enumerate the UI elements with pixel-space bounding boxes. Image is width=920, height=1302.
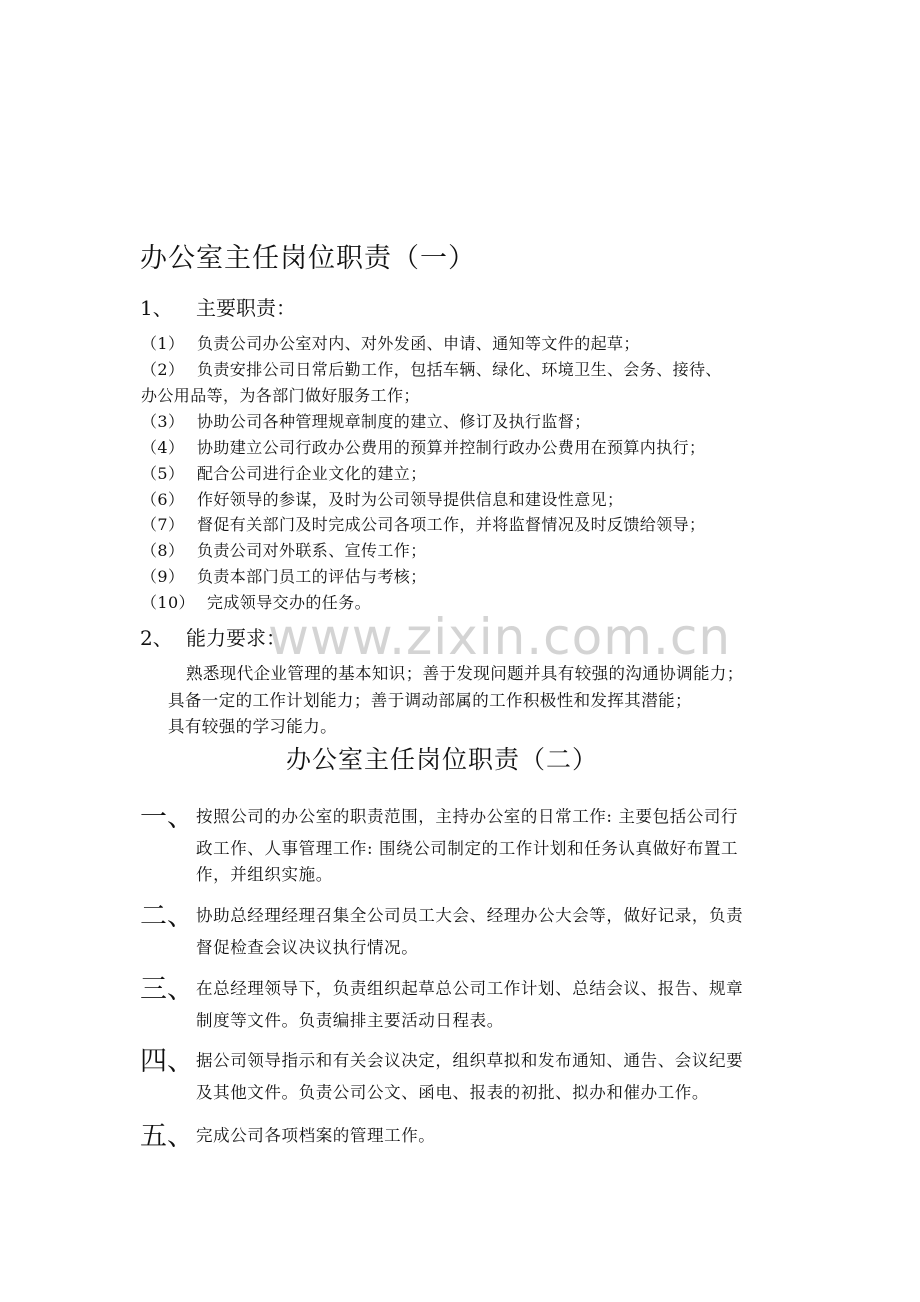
section-number: 1、: [140, 296, 173, 320]
item-number: （7）: [141, 515, 185, 534]
item-number: （9）: [141, 567, 185, 586]
section-label: 主要职责：: [196, 296, 296, 320]
item-text: 配合公司进行企业文化的建立；: [197, 464, 427, 483]
watermark: www.zixin.com.cn: [268, 608, 732, 666]
duty-text-line: 制度等文件。负责编排主要活动日程表。: [196, 1011, 504, 1030]
item-number: （2）: [141, 360, 185, 379]
list-item: [141, 357, 722, 380]
item-number: （8）: [141, 541, 185, 560]
list-item: [141, 409, 591, 432]
list-item: [141, 461, 427, 484]
duty-text-line: 据公司领导指示和有关会议决定，组织草拟和发布通知、通告、会议纪要: [196, 1051, 744, 1070]
duty-text-line: 政工作、人事管理工作: 围绕公司制定的工作计划和任务认真做好布置工: [196, 839, 739, 858]
duty-number: 一、: [140, 802, 194, 833]
ability-line: 熟悉现代企业管理的基本知识；善于发现问题并具有较强的沟通协调能力；: [186, 664, 744, 683]
item-number: （3）: [141, 412, 185, 431]
ability-line: 具备一定的工作计划能力；善于调动部属的工作积极性和发挥其潜能；: [168, 691, 692, 710]
ability-line: 具有较强的学习能力。: [168, 717, 337, 736]
list-item: [141, 564, 427, 587]
title-part-two: 办公室主任岗位职责（二）: [286, 745, 599, 774]
title-part-one: 办公室主任岗位职责（一）: [140, 243, 476, 274]
duty-text-line: 督促检查会议决议执行情况。: [196, 938, 419, 957]
duty-text-line: 按照公司的办公室的职责范围，主持办公室的日常工作: 主要包括公司行: [196, 807, 739, 826]
list-item: [141, 331, 640, 354]
section-number: 2、: [140, 626, 173, 650]
list-item: [141, 383, 420, 406]
item-text: 作好领导的参谋，及时为公司领导提供信息和建设性意见；: [197, 490, 624, 509]
item-number: （6）: [141, 490, 185, 509]
duty-number: 五、: [140, 1121, 194, 1152]
duty-number: 四、: [140, 1046, 194, 1077]
item-text: 负责安排公司日常后勤工作，包括车辆、绿化、环境卫生、会务、接待、: [197, 360, 722, 379]
item-text: 督促有关部门及时完成公司各项工作，并将监督情况及时反馈给领导；: [197, 515, 706, 534]
item-number: （5）: [141, 464, 185, 483]
duty-number: 二、: [140, 901, 194, 932]
item-text: 负责本部门员工的评估与考核；: [197, 567, 427, 586]
section-main-duties: [140, 292, 296, 321]
item-text: 协助建立公司行政办公费用的预算并控制行政办公费用在预算内执行；: [197, 438, 706, 457]
item-text: 协助公司各种管理规章制度的建立、修订及执行监督；: [197, 412, 591, 431]
section-ability: [140, 622, 286, 651]
item-text: 负责公司对外联系、宣传工作；: [197, 541, 427, 560]
list-item: [141, 538, 427, 561]
item-text: 办公用品等，为各部门做好服务工作；: [141, 386, 420, 405]
item-number: （1）: [141, 334, 185, 353]
list-item: [141, 512, 705, 535]
item-text: 完成领导交办的任务。: [207, 593, 372, 612]
duty-text-line: 及其他文件。负责公司公文、函电、报表的初批、拟办和催办工作。: [196, 1083, 709, 1102]
duty-text-line: 协助总经理经理召集全公司员工大会、经理办公大会等，做好记录，负责: [196, 906, 744, 925]
list-item: [141, 487, 623, 510]
item-number: （4）: [141, 438, 185, 457]
section-label: 能力要求：: [186, 626, 286, 650]
duty-text-line: 完成公司各项档案的管理工作。: [196, 1126, 436, 1145]
item-number: （10）: [141, 593, 195, 612]
duty-text-line: 作，并组织实施。: [196, 865, 333, 884]
duty-text-line: 在总经理领导下，负责组织起草总公司工作计划、总结会议、报告、规章: [196, 979, 744, 998]
list-item: [141, 435, 705, 458]
item-text: 负责公司办公室对内、对外发函、申请、通知等文件的起草；: [197, 334, 640, 353]
duty-number: 三、: [140, 974, 194, 1005]
